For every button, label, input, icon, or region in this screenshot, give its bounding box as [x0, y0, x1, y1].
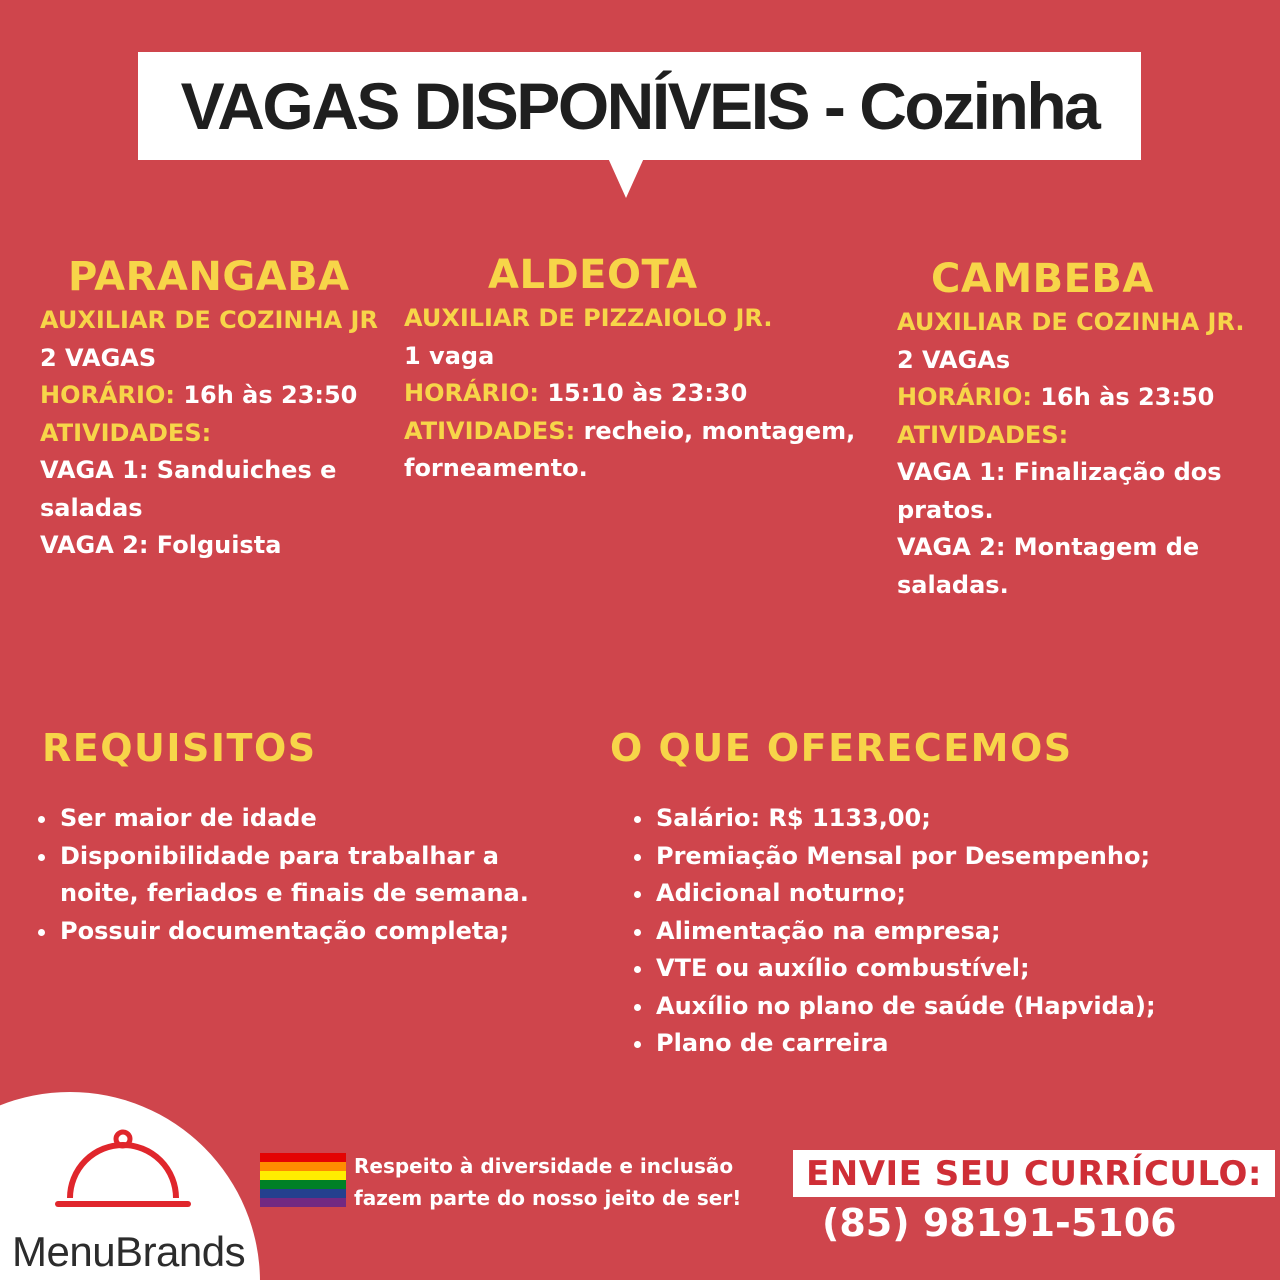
parangaba-activity-2: VAGA 2: Folguista: [40, 531, 282, 559]
cta-banner: [793, 1150, 1275, 1197]
aldeota-role: AUXILIAR DE PIZZAIOLO JR.: [404, 304, 773, 332]
parangaba-role: AUXILIAR DE COZINHA JR: [40, 306, 378, 334]
location-cambeba-name: CAMBEBA: [931, 256, 1154, 302]
benefits-list: [634, 800, 1234, 1063]
list-item: Premiação Mensal por Desempenho;: [634, 838, 1234, 876]
list-item: Ser maior de idade: [38, 800, 548, 838]
diversity-statement: [354, 1150, 741, 1214]
list-item: Salário: R$ 1133,00;: [634, 800, 1234, 838]
aldeota-activities-label: ATIVIDADES:: [404, 416, 576, 445]
aldeota-activities-value: recheio, montagem, forneamento.: [404, 416, 856, 482]
location-cambeba-details: [897, 304, 1267, 604]
cambeba-activities-label: ATIVIDADES:: [897, 420, 1069, 449]
aldeota-schedule-value: 15:10 às 23:30: [547, 379, 748, 407]
list-item: Plano de carreira: [634, 1025, 1234, 1063]
cambeba-activity-2: VAGA 2: Montagem de saladas.: [897, 533, 1200, 599]
cambeba-activity-1: VAGA 1: Finalização dos pratos.: [897, 458, 1222, 524]
aldeota-schedule-label: HORÁRIO:: [404, 379, 539, 407]
logo-wordmark: MenuBrands: [12, 1228, 246, 1275]
parangaba-activities-label: ATIVIDADES:: [40, 418, 212, 447]
list-item: Disponibilidade para trabalhar a noite, feriados e finais de semana.: [38, 838, 548, 913]
location-parangaba-details: [40, 302, 385, 565]
requirements-title: REQUISITOS: [42, 726, 317, 770]
title-speech-tail: [608, 158, 644, 198]
page-title: VAGAS DISPONÍVEIS - Cozinha: [180, 69, 1099, 143]
requirements-list: [38, 800, 548, 950]
parangaba-schedule-label: HORÁRIO:: [40, 381, 175, 409]
location-aldeota-details: [404, 300, 864, 488]
contact-phone[interactable]: (85) 98191-5106: [822, 1201, 1177, 1245]
cloche-icon: [48, 1128, 198, 1218]
benefits-title: O QUE OFERECEMOS: [610, 726, 1073, 770]
list-item: Alimentação na empresa;: [634, 913, 1234, 951]
aldeota-openings: 1 vaga: [404, 341, 495, 370]
pride-flag-icon: [260, 1153, 346, 1207]
parangaba-schedule-value: 16h às 23:50: [183, 381, 358, 409]
cambeba-role: AUXILIAR DE COZINHA JR.: [897, 308, 1245, 336]
cambeba-schedule-value: 16h às 23:50: [1040, 383, 1215, 411]
parangaba-activity-1: VAGA 1: Sanduiches e saladas: [40, 456, 337, 522]
list-item: Adicional noturno;: [634, 875, 1234, 913]
title-banner: [138, 52, 1141, 160]
diversity-line-2: fazem parte do nosso jeito de ser!: [354, 1186, 742, 1210]
cambeba-schedule-label: HORÁRIO:: [897, 383, 1032, 411]
location-aldeota-name: ALDEOTA: [488, 252, 698, 298]
list-item: Auxílio no plano de saúde (Hapvida);: [634, 988, 1234, 1026]
diversity-line-1: Respeito à diversidade e inclusão: [354, 1154, 734, 1178]
cambeba-openings: 2 VAGAs: [897, 345, 1011, 374]
list-item: VTE ou auxílio combustível;: [634, 950, 1234, 988]
location-parangaba-name: PARANGABA: [68, 254, 350, 300]
list-item: Possuir documentação completa;: [38, 913, 548, 951]
parangaba-openings: 2 VAGAS: [40, 343, 157, 372]
cta-text: ENVIE SEU CURRÍCULO:: [806, 1153, 1262, 1194]
